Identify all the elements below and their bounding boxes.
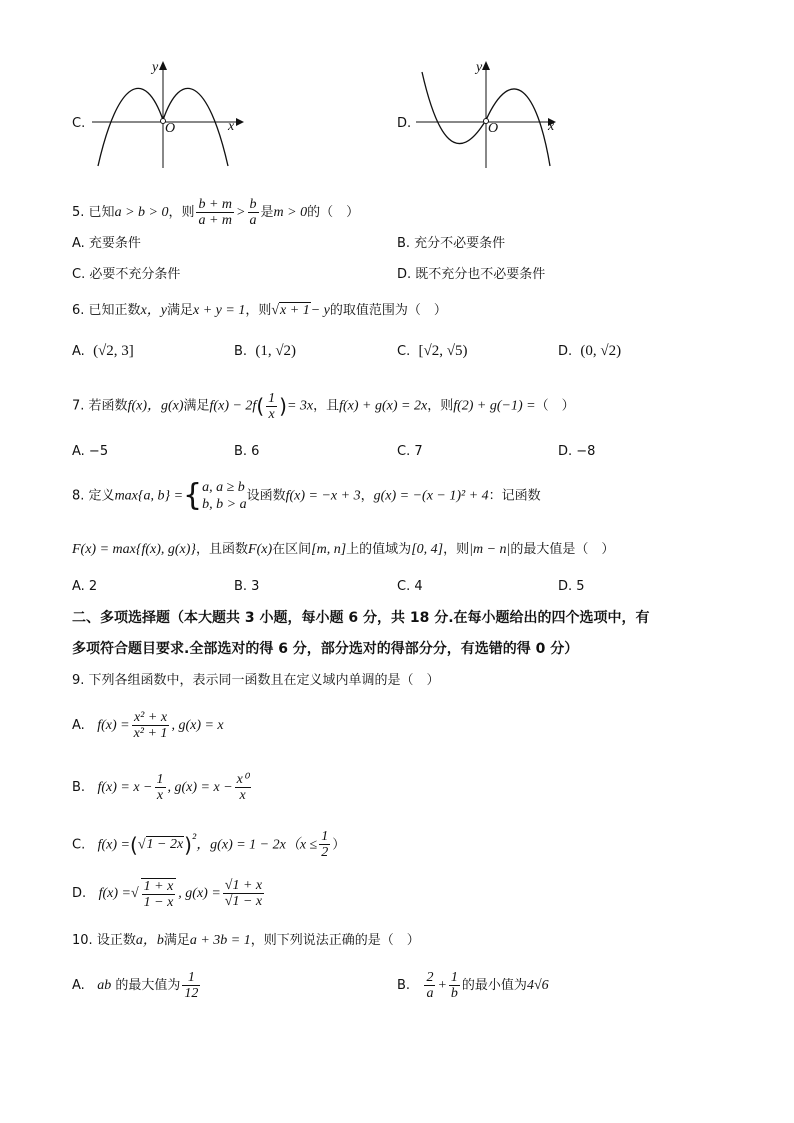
fraction: [132, 710, 170, 741]
math-vars: a，b: [135, 933, 164, 948]
fraction: [266, 391, 277, 422]
fraction: [182, 970, 200, 1001]
fraction: [235, 772, 251, 803]
fraction: [319, 829, 330, 860]
math-expr: 4√6: [526, 978, 549, 993]
math-expr: f(x) =: [98, 886, 131, 901]
numerator: 1: [450, 970, 458, 985]
math-operator: +: [437, 978, 447, 993]
q6-option-b[interactable]: [234, 342, 296, 361]
fraction: [196, 197, 234, 228]
denominator: √1 − x: [224, 894, 263, 909]
stem-text: ，且函数: [196, 542, 249, 557]
math-condition: a > b > 0: [114, 205, 169, 220]
question-number: 6.: [72, 303, 85, 318]
stem-text: 满足: [183, 398, 210, 414]
fraction: [155, 772, 166, 803]
stem-text: 的最大值为: [115, 978, 181, 993]
math-expr: f(x) =: [97, 837, 130, 853]
math-expr: |m − n|: [469, 542, 511, 557]
option-value: (0, √2): [580, 343, 622, 359]
math-expr: f(x) − 2f: [209, 398, 257, 414]
y-axis-label-d: y: [476, 60, 483, 75]
math-expr: = 3x: [286, 398, 314, 414]
q10-option-a[interactable]: [72, 968, 202, 1004]
math-expr: f(x) =: [97, 718, 130, 733]
graph-option-c: [90, 58, 250, 170]
stem-text: 定义: [88, 488, 115, 504]
denominator: x² + 1: [133, 726, 168, 741]
question-10-stem: [72, 932, 420, 950]
q5-option-a[interactable]: A. 充要条件: [72, 236, 141, 251]
x-axis-label-d: x: [548, 119, 555, 134]
q10-option-b[interactable]: [397, 968, 549, 1004]
q9-option-b[interactable]: [72, 770, 253, 806]
numerator: b + m: [198, 197, 233, 212]
stem-text: ，则: [168, 205, 195, 220]
stem-text: （ ）: [535, 398, 575, 414]
stem-text: 的最大值是（ ）: [510, 542, 615, 557]
stem-text: ，则: [427, 398, 454, 414]
stem-text: ，: [360, 488, 374, 504]
math-expr: ，g(x) = 1 − 2x（x ≤: [196, 837, 318, 853]
fraction: [223, 878, 264, 909]
fraction: [424, 970, 435, 1001]
math-equation: f(x) + g(x) = 2x: [339, 398, 428, 414]
numerator: 1: [156, 772, 164, 787]
option-value: (1, √2): [255, 343, 297, 359]
origin-label-d: O: [488, 121, 499, 136]
stem-text: 上的值域为: [346, 542, 412, 557]
question-6-stem: 6. 已知正数x，y满足x + y = 1，则√x + 1− y的取值范围为（ ）: [72, 303, 447, 318]
graph-option-d: [412, 58, 572, 170]
option-label: A.: [72, 718, 85, 733]
x-axis-label-c: x: [228, 119, 235, 134]
stem-text: 的（ ）: [307, 205, 360, 220]
math-equation: a + 3b = 1: [189, 933, 251, 948]
q7-option-d[interactable]: D. −8: [558, 444, 596, 459]
stem-text: 的最小值为: [461, 978, 527, 993]
stem-text: 满足: [167, 303, 194, 318]
stem-text: 在区间: [272, 542, 312, 557]
denominator: x: [239, 788, 246, 803]
origin-label-c: O: [165, 121, 176, 136]
q8-option-c[interactable]: C. 4: [397, 579, 423, 594]
option-value: (√2, 3]: [93, 343, 134, 359]
q9-option-c[interactable]: C. $f(x) =(√1 - 2x)^{^2}$，g(x) = 1 − 2x（x ≤ $\frac{1}{2}$ ）: [72, 829, 346, 861]
q8-option-d[interactable]: D. 5: [558, 579, 585, 594]
math-expr: f(2) + g(−1) =: [453, 398, 536, 414]
option-value: [√2, √5): [418, 343, 468, 359]
option-label: D.: [558, 344, 573, 359]
numerator: x⁰: [236, 772, 249, 787]
q7-option-c[interactable]: C. 7: [397, 444, 423, 459]
math-fns: f(x)，g(x): [127, 398, 184, 414]
question-5-stem: [72, 196, 359, 230]
numerator: 2: [426, 970, 434, 985]
math-expr: f(x) = −x + 3: [285, 488, 361, 504]
question-number: 5.: [72, 205, 85, 220]
option-label: A.: [72, 344, 85, 359]
q6-option-a[interactable]: [72, 342, 134, 361]
math-operator: >: [236, 205, 246, 220]
math-expr: [0, 4]: [411, 542, 444, 557]
q6-option-c[interactable]: [397, 342, 467, 361]
denominator: 1 − x: [143, 894, 174, 910]
case-2: b, b > a: [202, 497, 247, 512]
question-8-stem: 8. 定义max{a, b} ={ a, a ≥ b b, b > a 设函数f(x) = −x + 3，g(x) = −(x − 1)² + 4：记函数: [72, 478, 541, 513]
section-2-heading: 二、多项选择题（本大题共 3 小题，每小题 6 分，共 18 分.在每小题给出的四个选项中，有: [72, 610, 650, 626]
numerator: 1: [182, 970, 200, 986]
q9-option-d[interactable]: D. f(x) =√ $\frac{1 + x}{1 - x}$ , g(x) = $\frac{√1 + x}{√1 - x}$: [72, 878, 263, 910]
q7-option-a[interactable]: A. −5: [72, 444, 109, 459]
stem-text: 已知: [88, 205, 115, 220]
math-expr: , g(x) = x −: [167, 780, 233, 795]
question-7-stem: 7. 若函数f(x)，g(x)满足f(x) − 2f( $\frac{1}{x}$ )= 3x，且f(x) + g(x) = 2x，则f(2) + g(−1) =（ ）: [72, 390, 575, 422]
y-axis-arrow: [482, 61, 490, 70]
q5-option-d[interactable]: D. 既不充分也不必要条件: [397, 267, 546, 282]
stem-text: 已知正数: [88, 303, 141, 318]
option-label: B.: [72, 780, 86, 795]
numerator: 1 + x: [143, 878, 174, 894]
stem-text: ）: [332, 837, 346, 853]
q5-option-b[interactable]: B. 充分不必要条件: [397, 236, 506, 251]
option-label: C.: [397, 344, 411, 359]
y-axis-label-c: y: [152, 60, 159, 75]
question-number: 10.: [72, 933, 93, 948]
stem-text: ，则: [245, 303, 272, 318]
stem-text: ，且: [313, 398, 340, 414]
radicand: 1 − 2x: [146, 837, 184, 853]
stem-text: 的取值范围为（ ）: [329, 303, 447, 318]
q6-option-d[interactable]: [558, 342, 621, 361]
numerator: 1: [268, 390, 276, 406]
stem-text: 满足: [163, 933, 190, 948]
stem-text: 下列各组函数中，表示同一函数且在定义域内单调的是（ ）: [88, 673, 440, 688]
denominator: a + m: [198, 213, 233, 228]
stem-text: ，则下列说法正确的是（ ）: [250, 933, 420, 948]
stem-text: 若函数: [88, 398, 128, 414]
radicand: x + 1: [280, 303, 310, 318]
q9-option-a[interactable]: [72, 708, 224, 744]
exponent: ²: [191, 832, 197, 847]
math-vars: x，y: [140, 303, 167, 318]
stem-text: 设正数: [96, 933, 136, 948]
denominator: x: [268, 406, 275, 422]
stem-text: ：记函数: [488, 488, 541, 504]
fraction: [449, 970, 460, 1001]
math-expr: F(x) = max{f(x), g(x)}: [72, 542, 197, 557]
case-1: a, a ≥ b: [202, 480, 245, 495]
stem-text: 设函数: [246, 488, 286, 504]
fraction: [141, 878, 177, 910]
question-8-line2: [72, 541, 614, 559]
option-label: A.: [72, 978, 85, 993]
q5-option-c[interactable]: C. 必要不充分条件: [72, 267, 181, 282]
y-axis-arrow: [159, 61, 167, 70]
math-equation: x + y = 1: [193, 303, 246, 318]
option-label: B.: [234, 344, 248, 359]
q8-option-b[interactable]: B. 3: [234, 579, 260, 594]
option-label: C.: [72, 837, 86, 853]
section-2-heading-cont: 多项符合题目要求.全部选对的得 6 分，部分选对的得部分分，有选错的得 0 分）: [72, 641, 579, 657]
math-expr: , g(x) =: [178, 886, 221, 901]
math-expr: − y: [310, 303, 330, 318]
denominator: a: [249, 213, 257, 228]
math-expr: max{a, b} =: [114, 488, 184, 504]
option-d-label: D.: [397, 116, 412, 131]
question-number: 7.: [72, 398, 85, 414]
math-expr: F(x): [248, 542, 273, 557]
option-label: D.: [72, 886, 87, 901]
denominator: b: [450, 986, 458, 1001]
question-number: 9.: [72, 673, 85, 688]
piecewise-cases: [202, 479, 246, 513]
math-expr: [m, n]: [311, 542, 347, 557]
q8-option-a[interactable]: A. 2: [72, 579, 98, 594]
numerator: 1: [321, 829, 329, 845]
math-expr: f(x) = x −: [97, 780, 153, 795]
stem-text: ，则: [443, 542, 470, 557]
option-label: B.: [397, 978, 411, 993]
numerator: √1 + x: [224, 878, 263, 893]
stem-text: 是: [260, 205, 274, 220]
fraction: [248, 197, 259, 228]
option-c-label: C.: [72, 116, 86, 131]
numerator: b: [249, 197, 257, 212]
denominator: x: [156, 788, 164, 803]
denominator: 12: [184, 986, 199, 1001]
numerator: x² + x: [132, 710, 170, 726]
question-number: 8.: [72, 488, 85, 504]
math-expr: , g(x) = x: [171, 718, 224, 733]
denominator: a: [426, 986, 434, 1001]
math-condition: m > 0: [273, 205, 308, 220]
q7-option-b[interactable]: B. 6: [234, 444, 260, 459]
math-expr: g(x) = −(x − 1)² + 4: [373, 488, 489, 504]
question-9-stem: [72, 672, 440, 690]
math-expr: ab: [97, 978, 112, 993]
x-axis-arrow: [236, 118, 244, 126]
denominator: 2: [321, 845, 329, 861]
